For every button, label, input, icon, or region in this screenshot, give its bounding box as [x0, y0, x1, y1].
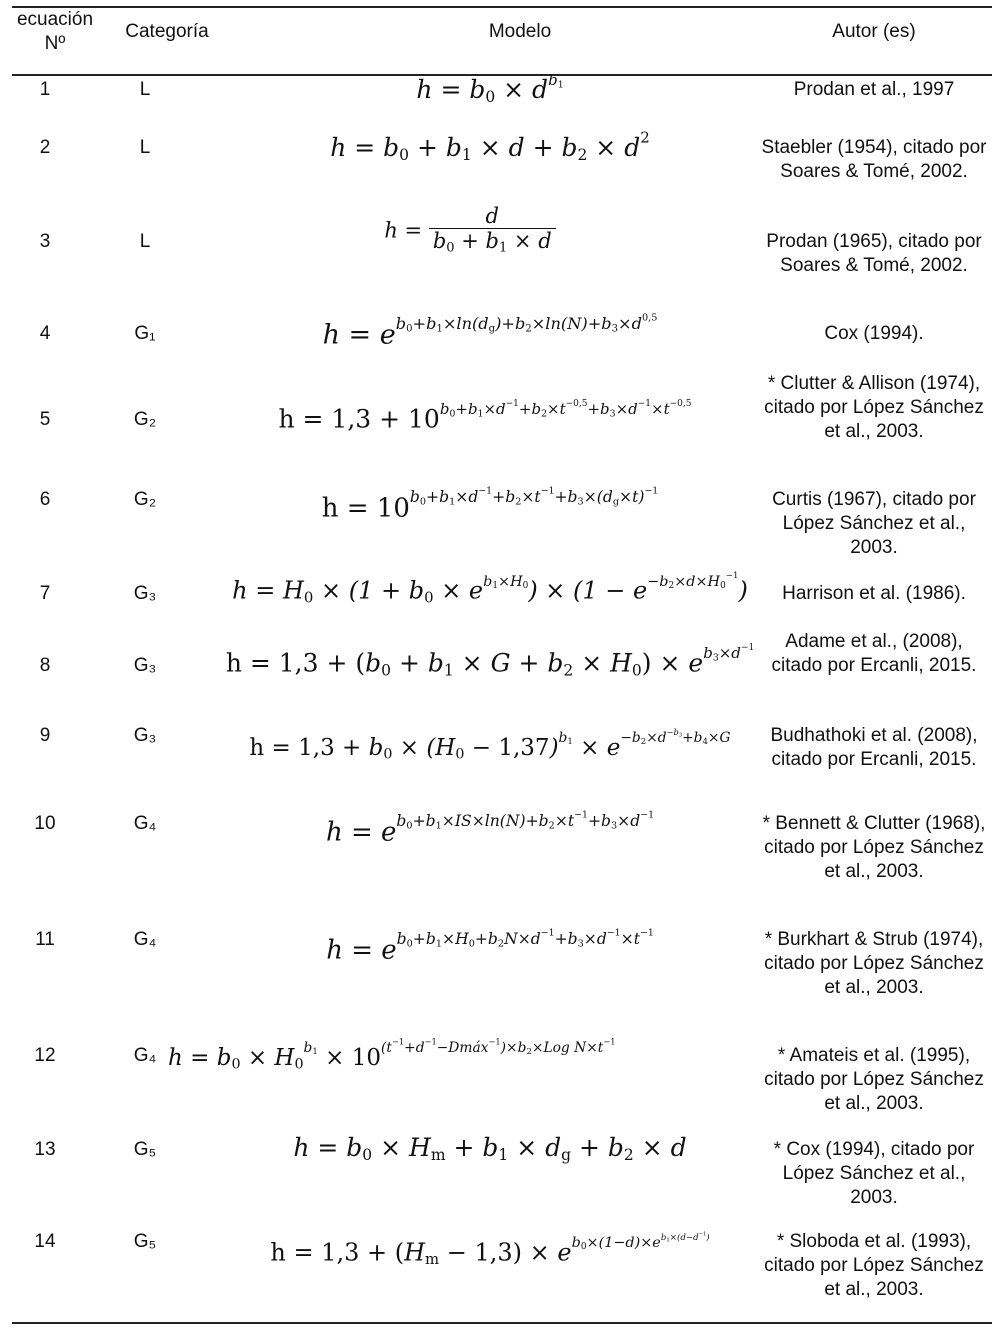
author: Harrison et al. (1986). — [782, 583, 966, 604]
model-formula: $h = b_0 \times H_m + b_1 \times d_g + b_2 \times d$ — [293, 1133, 687, 1164]
table-bottom-rule — [12, 1322, 992, 1324]
category: L — [139, 137, 151, 158]
model-formula: $h = H_0 \times (1 + b_0 \times e^{b_1\times H_0}) \times (1 - e^{-b_2\times d\times H_0^{-1}})$ — [232, 571, 748, 607]
category: G₄ — [133, 1045, 157, 1066]
category: G₁ — [134, 323, 156, 344]
category: G₃ — [133, 583, 157, 604]
author: * Bennett & Clutter (1968), citado por López Sánchez et al., 2003. — [762, 813, 986, 882]
equation-number: 13 — [34, 1139, 56, 1160]
author: Prodan et al., 1997 — [793, 79, 955, 100]
category: G₂ — [133, 489, 157, 510]
header-author: Autor (es) — [832, 21, 916, 42]
equation-number: 10 — [34, 813, 56, 834]
equation-number: 8 — [39, 655, 51, 676]
equation-number: 14 — [34, 1231, 56, 1252]
model-formula: $h = b_0 \times H_0^{b_1} \times 10^{(t^{-1}+d^{-1}-Dmáx^{-1})\times b_2\times Log N\times t^{-1}}$ — [168, 1037, 616, 1073]
header-category: Categoría — [125, 21, 209, 42]
model-formula: $h = b_0 \times d^{b_1}$ — [416, 70, 564, 106]
header-equation-number: ecuación Nº — [16, 9, 94, 54]
model-formula: $h = e^{b_0+b_1\times H_0+b_2N\times d^{-1}+b_3\times d^{-1}\times t^{-1}}$ — [326, 928, 654, 966]
category: G₄ — [133, 929, 157, 950]
category: G₃ — [133, 725, 157, 746]
author: Curtis (1967), citado por López Sánchez et al., 2003. — [772, 489, 976, 558]
category: L — [139, 79, 151, 100]
equation-number: 7 — [39, 583, 51, 604]
equation-number: 4 — [39, 323, 51, 344]
equation-number: 2 — [39, 137, 51, 158]
model-formula: $h = e^{b_0+b_1\times IS\times ln(N)+b_2\times t^{-1}+b_3\times d^{-1}}$ — [325, 810, 655, 848]
author: Prodan (1965), citado por Soares & Tomé, 2002. — [766, 231, 982, 276]
author: Cox (1994). — [824, 323, 924, 344]
category: G₅ — [133, 1231, 157, 1252]
equation-number: 5 — [39, 409, 51, 430]
model-formula: $h = 1,3 + b_0 \times (H_0 - 1,37)^{b_1} \times e^{-b_2\times d^{-b_3}+b_4\times G}$ — [249, 727, 731, 763]
equation-number: 1 — [39, 79, 51, 100]
model-formula: $h = 1,3 + 10^{b_0+b_1\times d^{-1}+b_2\times t^{-0,5}+b_3\times d^{-1}\times t^{-0,5}}$ — [278, 399, 692, 434]
equation-number: 11 — [35, 929, 55, 950]
author: * Burkhart & Strub (1974), citado por López Sánchez et al., 2003. — [764, 929, 984, 998]
model-formula: $h = 1,3 + (H_m - 1,3) \times e^{b_0\times(1-d)\times e^{b_1\times(d-d^{-1})}}$ — [270, 1231, 710, 1269]
model-formula: $h = e^{b_0+b_1\times ln(d_g)+b_2\times ln(N)+b_3\times d^{0,5}}$ — [322, 312, 658, 351]
author: * Sloboda et al. (1993), citado por López Sánchez et al., 2003. — [764, 1231, 984, 1300]
header-model: Modelo — [488, 21, 552, 42]
model-formula: $h = b_0 + b_1 \times d + b_2 \times d^2$ — [330, 128, 650, 164]
category: L — [139, 231, 151, 252]
model-formula: $h = 1,3 + (b_0 + b_1 \times G + b_2 \times H_0) \times e^{b_3\times d^{-1}}$ — [225, 643, 755, 680]
author: * Amateis et al. (1995), citado por López Sánchez et al., 2003. — [764, 1045, 984, 1114]
author: * Cox (1994), citado por López Sánchez et al., 2003. — [773, 1139, 975, 1208]
model-formula: $h = 10^{b_0+b_1\times d^{-1}+b_2\times t^{-1}+b_3\times(d_g\times t)^{-1}}$ — [321, 486, 659, 524]
author: Budhathoki et al. (2008), citado por Ercanli, 2015. — [770, 725, 978, 770]
category: G₄ — [133, 813, 157, 834]
equation-number: 12 — [34, 1045, 56, 1066]
author: * Clutter & Allison (1974), citado por López Sánchez et al., 2003. — [764, 373, 984, 442]
category: G₅ — [133, 1139, 157, 1160]
category: G₂ — [133, 409, 157, 430]
author: Staebler (1954), citado por Soares & Tomé, 2002. — [761, 137, 987, 182]
equation-number: 6 — [39, 489, 51, 510]
equation-number: 9 — [39, 725, 51, 746]
category: G₃ — [133, 655, 157, 676]
equation-number: 3 — [39, 231, 51, 252]
author: Adame et al., (2008), citado por Ercanli, 2015. — [771, 631, 977, 676]
model-formula: h = $\frac{d}{b_0 + b_1 \times d}$ — [150, 204, 790, 260]
table-top-rule — [12, 6, 992, 8]
